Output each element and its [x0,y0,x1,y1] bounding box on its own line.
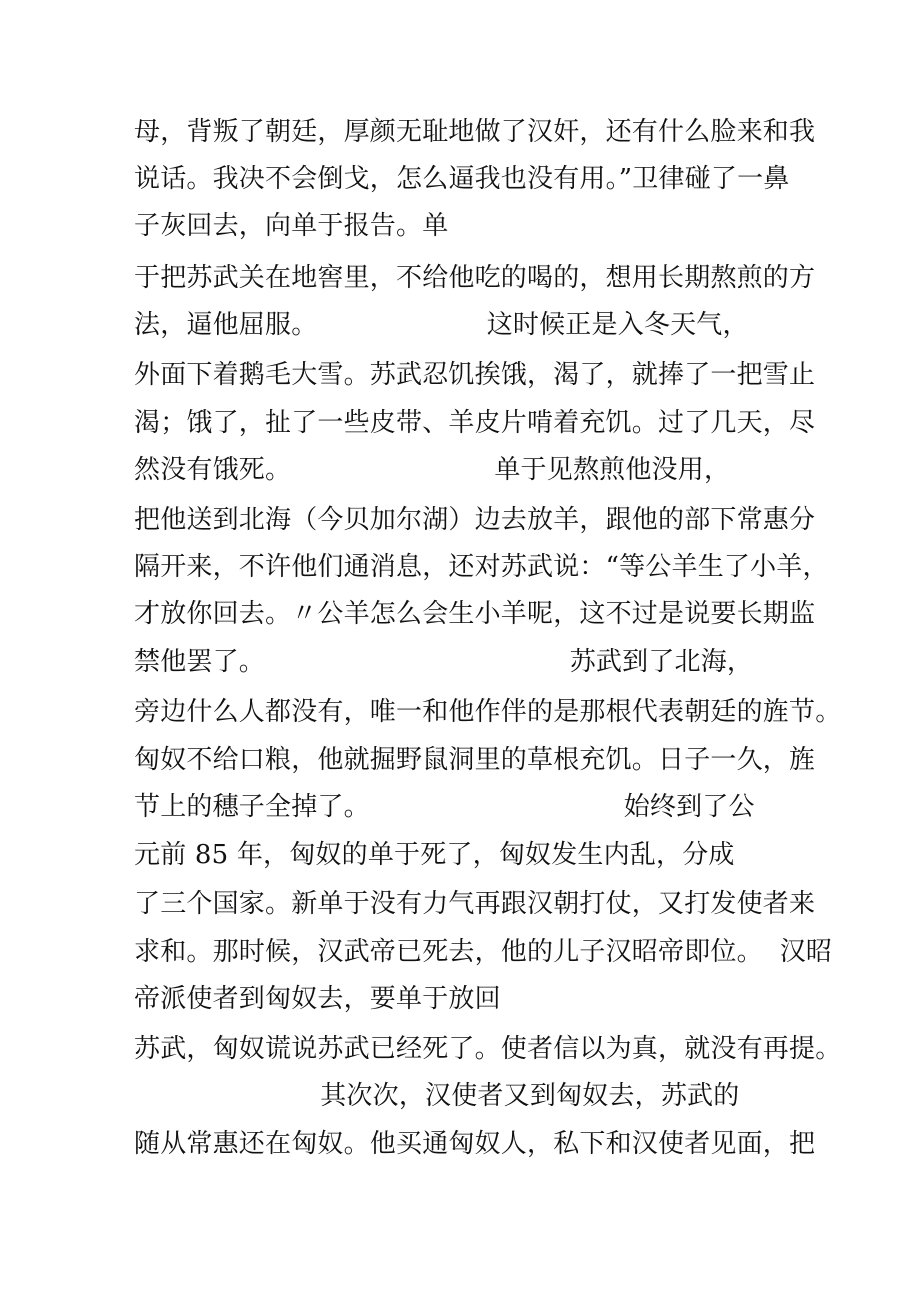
text-line: 匈奴不给口粮，他就掘野鼠洞里的草根充饥。日子一久，旌 [134,745,816,775]
text-line: 苏武，匈奴谎说苏武已经死了。使者信以为真，就没有再提。 [134,1034,842,1064]
text-line: 禁他罢了。 苏武到了北海， [134,647,754,677]
text-line: 渴；饿了，扯了一些皮带、羊皮片啃着充饥。过了几天，尽 [134,408,816,438]
text-line: 隔开来，不许他们通消息，还对苏武说：“等公羊生了小羊， [134,552,829,582]
text-line: 节上的穗子全掉了。 始终到了公 [134,792,755,822]
text-line: 外面下着鹅毛大雪。苏武忍饥挨饿，渴了，就捧了一把雪止 [134,360,816,390]
text-line: 其次次，汉使者又到匈奴去，苏武的 [134,1081,740,1111]
text-line: 帝派使者到匈奴去，要单于放回 [134,984,501,1014]
text-line: 求和。那时候，汉武帝已死去，他的儿子汉昭帝即位。 汉昭 [134,937,833,967]
text-line: 说话。我决不会倒戈，怎么逼我也没有用。”卫律碰了一鼻 [134,164,790,194]
text-line: 旁边什么人都没有，唯一和他作伴的是那根代表朝廷的旌节。 [134,697,842,727]
text-line: 然没有饿死。 单于见熬煎他没用， [134,455,731,485]
text-line: 母，背叛了朝廷，厚颜无耻地做了汉奸，还有什么脸来和我 [134,117,816,147]
text-line: 于把苏武关在地窖里，不给他吃的喝的，想用长期熬煎的方 [134,263,816,293]
text-line: 子灰回去，向单于报告。单 [134,211,449,241]
text-line: 了三个国家。新单于没有力气再跟汉朝打仗，又打发使者来 [134,889,816,919]
text-line: 把他送到北海（今贝加尔湖）边去放羊，跟他的部下常惠分 [134,505,816,535]
text-line: 才放你回去。〃公羊怎么会生小羊呢，这不过是说要长期监 [134,599,816,629]
text-line: 随从常惠还在匈奴。他买通匈奴人，私下和汉使者见面，把 [134,1129,816,1159]
text-line: 法，逼他屈服。 这时候正是入冬天气， [134,310,749,340]
text-line: 元前 85 年，匈奴的单于死了，匈奴发生内乱，分成 [134,840,735,870]
